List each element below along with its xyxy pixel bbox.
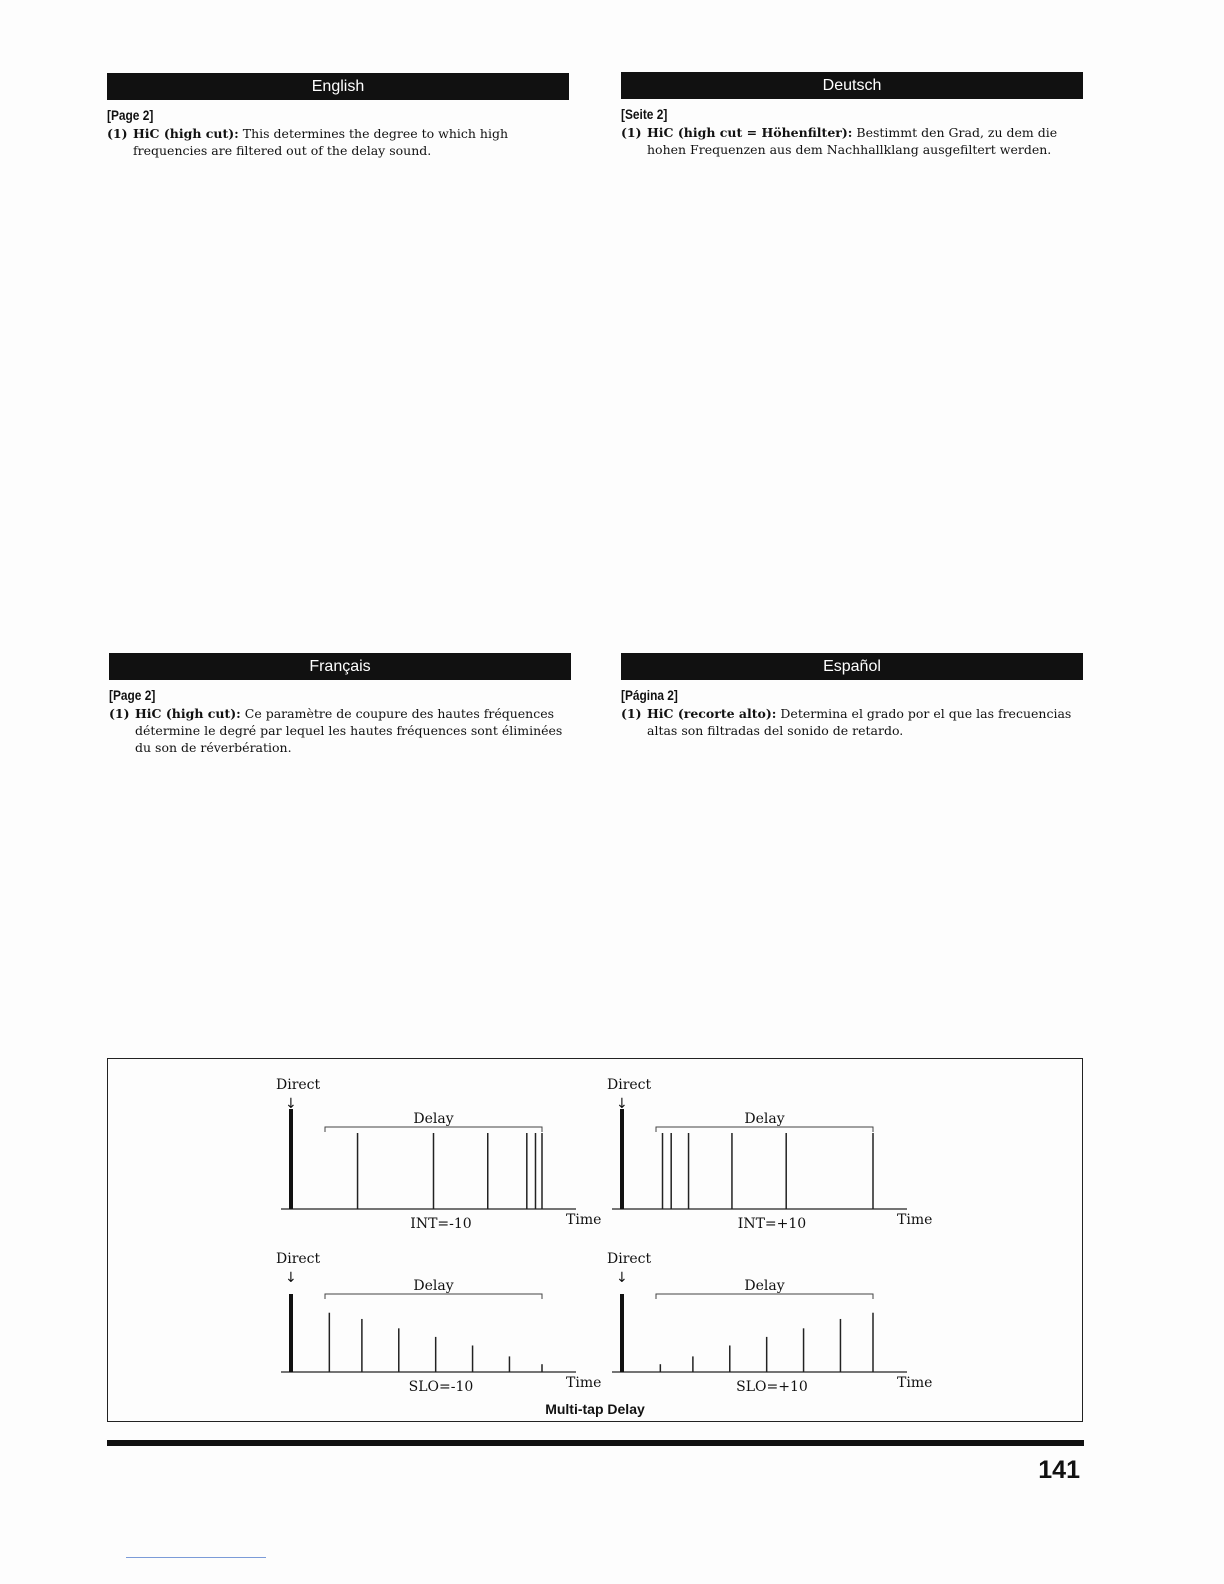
- list-item: [107, 125, 569, 159]
- item-body: [133, 125, 569, 159]
- item-body: [647, 124, 1083, 158]
- param-label: INT=-10: [410, 1216, 472, 1232]
- item-body: [135, 705, 571, 756]
- direct-label: Direct: [607, 1251, 652, 1267]
- item-term: HiC (high cut):: [133, 126, 239, 141]
- delay-panel: [276, 1251, 601, 1395]
- footer-rule: [107, 1440, 1084, 1446]
- delay-diagram: [108, 1059, 1084, 1423]
- section-deutsch: [621, 72, 1083, 158]
- section-header: English: [107, 73, 569, 100]
- list-item: [621, 705, 1083, 739]
- direct-label: Direct: [276, 1077, 321, 1093]
- time-label: Time: [566, 1375, 602, 1391]
- param-label: SLO=-10: [408, 1379, 474, 1395]
- down-arrow-icon: ↓: [285, 1270, 297, 1286]
- item-term: HiC (high cut):: [135, 706, 241, 721]
- direct-label: Direct: [276, 1251, 321, 1267]
- item-number: (1): [107, 126, 128, 141]
- delay-bracket: [325, 1127, 542, 1132]
- list-item: [621, 124, 1083, 158]
- item-text: This determines the degree to which high frequencies are filtered out of the delay sound.: [133, 126, 509, 158]
- item-number: (1): [109, 706, 130, 721]
- item-number: (1): [621, 706, 642, 721]
- delay-panel: [607, 1251, 932, 1395]
- param-label: INT=+10: [737, 1216, 807, 1232]
- delay-label: Delay: [413, 1278, 454, 1294]
- delay-label: Delay: [744, 1111, 785, 1127]
- time-label: Time: [566, 1212, 602, 1228]
- section-header: Français: [109, 653, 571, 680]
- section-francais: [109, 653, 571, 756]
- section-header: Español: [621, 653, 1083, 680]
- time-label: Time: [897, 1212, 933, 1228]
- delay-panel: [276, 1077, 601, 1232]
- item-text: Bestimmt den Grad, zu dem die hohen Frequenzen aus dem Nachhallklang ausgefiltert werden.: [647, 125, 1058, 157]
- delay-bracket: [656, 1294, 873, 1299]
- page-label: [Page 2]: [109, 687, 156, 703]
- delay-bracket: [656, 1127, 873, 1132]
- item-term: HiC (high cut = Höhenfilter):: [647, 125, 853, 140]
- page-label: [Seite 2]: [621, 106, 668, 122]
- item-body: [647, 705, 1083, 739]
- delay-label: Delay: [744, 1278, 785, 1294]
- delay-label: Delay: [413, 1111, 454, 1127]
- section-english: [107, 73, 569, 159]
- down-arrow-icon: ↓: [616, 1270, 628, 1286]
- down-arrow-icon: ↓: [285, 1096, 297, 1112]
- section-header: Deutsch: [621, 72, 1083, 99]
- param-label: SLO=+10: [736, 1379, 808, 1395]
- multi-tap-delay-figure: [107, 1058, 1083, 1422]
- page-label: [Página 2]: [621, 687, 678, 703]
- item-text: Determina el grado por el que las frecuencias altas son filtradas del sonido de retardo.: [647, 706, 1072, 738]
- direct-label: Direct: [607, 1077, 652, 1093]
- down-arrow-icon: ↓: [616, 1096, 628, 1112]
- delay-bracket: [325, 1294, 542, 1299]
- footer-link-line: [126, 1557, 266, 1558]
- item-text: Ce paramètre de coupure des hautes fréquences détermine le degré par lequel les hautes fréquences sont éliminées du son de réverbération.: [135, 706, 563, 755]
- item-number: (1): [621, 125, 642, 140]
- page-label: [Page 2]: [107, 107, 154, 123]
- section-espanol: [621, 653, 1083, 739]
- delay-panel: [607, 1077, 932, 1232]
- list-item: [109, 705, 571, 756]
- item-term: HiC (recorte alto):: [647, 706, 777, 721]
- page-number: 141: [1038, 1456, 1080, 1484]
- time-label: Time: [897, 1375, 933, 1391]
- figure-caption: Multi-tap Delay: [545, 1401, 645, 1417]
